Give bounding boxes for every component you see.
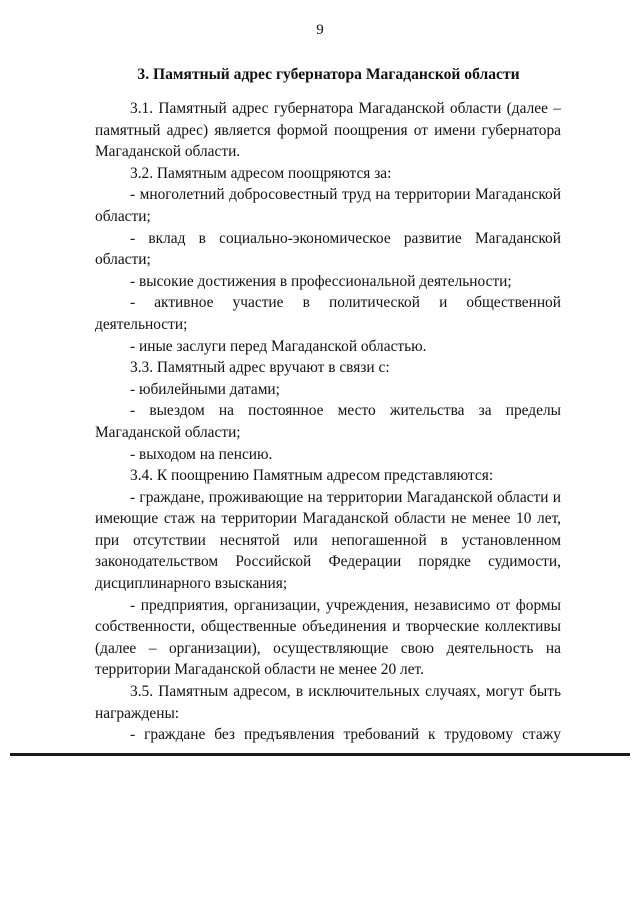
page-divider [10, 753, 630, 756]
list-item-labor: - многолетний добросовестный труд на территории Магаданской области; [95, 186, 561, 225]
list-item-without-seniority: - граждане без предъявления требований к трудовому стажу [130, 726, 561, 744]
list-item-departure: - выездом на постоянное место жительства за пределы Магаданской области; [95, 402, 561, 441]
list-item-anniversaries: - юбилейными датами; [130, 380, 280, 398]
document-body [95, 98, 561, 746]
list-item-other-merits: - иные заслуги перед Магаданской областью. [130, 337, 427, 355]
paragraph-3-2: 3.2. Памятным адресом поощряются за: [130, 164, 392, 182]
paragraph-3-4: 3.4. К поощрению Памятным адресом представляются: [130, 467, 494, 485]
list-item-citizens: - граждане, проживающие на территории Магаданской области и имеющие стаж на территории Магаданской области не менее 10 лет, при отсутствии неснятой или непогашенной в установленном законодательством Российской Федерации порядке судимости, дисциплинарного взыскания; [95, 488, 561, 593]
list-item-participation: - активное участие в политической и общественной деятельности; [95, 294, 561, 333]
list-item-contribution: - вклад в социально-экономическое развитие Магаданской области; [95, 229, 561, 269]
list-item-achievements: - высокие достижения в профессиональной деятельности; [130, 272, 512, 290]
page-number: 9 [316, 22, 324, 38]
paragraph-3-3: 3.3. Памятный адрес вручают в связи с: [130, 359, 390, 377]
paragraph-3-5: 3.5. Памятным адресом, в исключительных случаях, могут быть награждены: [95, 683, 561, 722]
list-item-retirement: - выходом на пенсию. [130, 445, 273, 463]
paragraph-3-1: 3.1. Памятный адрес губернатора Магаданской области (далее – памятный адрес) является формой поощрения от имени губернатора Магаданской области. [95, 100, 561, 161]
section-heading: 3. Памятный адрес губернатора Магаданской области [137, 66, 520, 83]
list-item-organizations: - предприятия, организации, учреждения, независимо от формы собственности, общественные объединения и творческие коллективы (далее – организации), осуществляющие свою деятельность на территории Магаданской области не менее 20 лет. [95, 596, 561, 679]
